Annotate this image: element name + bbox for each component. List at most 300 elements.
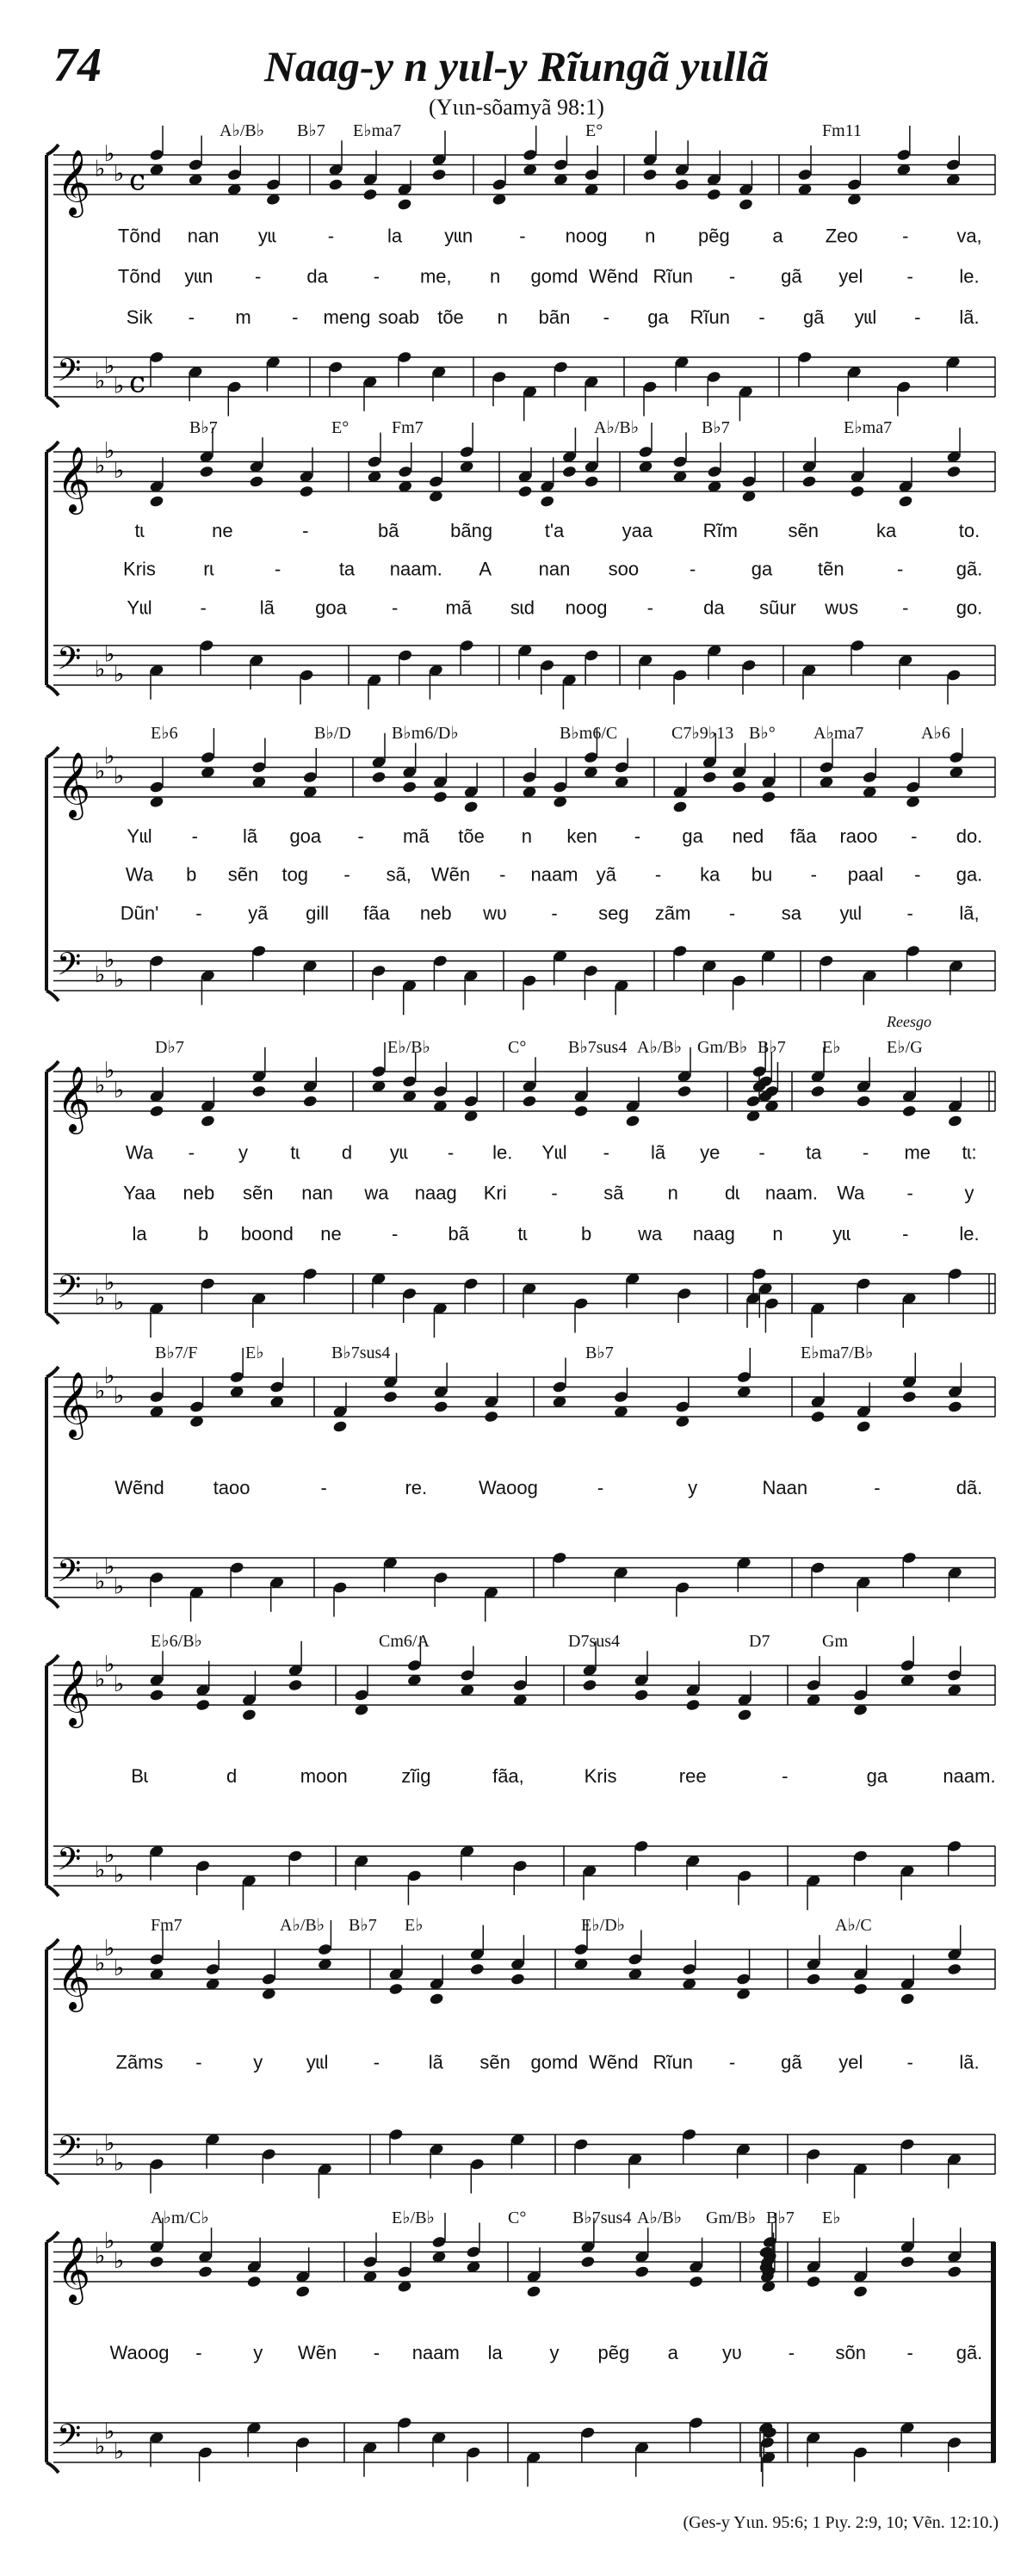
lyric-syllable: Yɩɩl [127, 596, 152, 619]
lyric-syllable: - [862, 1141, 869, 1164]
lyric-syllable: yɩɩl [839, 902, 863, 924]
treble-note [634, 1689, 649, 1702]
treble-note [737, 1708, 752, 1721]
key-flat-icon: ♭ [104, 1058, 115, 1084]
lyric-syllable: - [810, 863, 817, 886]
lyric-syllable: Rĩun [690, 306, 730, 328]
chord-symbol: B♭7sus4 [572, 2208, 632, 2227]
lyric-syllable: naag [414, 1182, 457, 1204]
treble-note [510, 1973, 525, 1986]
lyric-syllable: la [132, 1222, 147, 1245]
key-flat-icon: ♭ [95, 2243, 106, 2270]
treble-note [388, 1982, 404, 1995]
lyric-syllable: Zeo [825, 225, 858, 247]
treble-note [295, 2285, 311, 2298]
lyric-syllable: - [551, 1182, 558, 1204]
key-flat-icon: ♭ [95, 1378, 106, 1405]
lyric-syllable: Wẽnd [114, 1477, 164, 1498]
lyric-syllable: sẽn [242, 1182, 274, 1204]
lyric-syllable: n [645, 225, 656, 247]
chord-symbol: E♭ [245, 1344, 264, 1362]
treble-clef-icon: 𝄞 [57, 1943, 91, 2010]
lyric-syllable: lã [428, 2051, 443, 2073]
lyric-syllable: - [373, 2342, 380, 2363]
lyric-syllable: ne [212, 519, 233, 541]
treble-note [383, 1390, 399, 1403]
lyric-syllable: - [195, 2051, 202, 2073]
chord-symbol: E♭6 [151, 724, 178, 743]
chord-symbol: A♭/B♭ [220, 121, 265, 140]
lyric-syllable: - [255, 265, 262, 287]
bass-clef-icon: 𝄢 [57, 352, 82, 397]
treble-note [463, 800, 479, 813]
lyric-syllable: n [490, 265, 501, 287]
treble-note [732, 781, 747, 794]
chord-symbol: D7sus4 [568, 1632, 621, 1651]
treble-note [299, 485, 314, 497]
lyric-syllable: - [195, 902, 202, 924]
lyric-syllable: goa [289, 825, 322, 847]
treble-note [402, 781, 418, 794]
key-flat-icon: ♭ [114, 1573, 125, 1600]
lyric-syllable: - [391, 1222, 399, 1245]
chord-symbol: Gm/B♭ [706, 2208, 757, 2227]
chord-symbol: E° [331, 418, 349, 437]
chord-symbol: B♭7 [349, 1916, 377, 1935]
bass-clef-icon: 𝄢 [57, 946, 82, 991]
treble-note [561, 465, 577, 478]
hymn-subtitle: (Yɩɩn-sõamyã 98:1) [429, 95, 604, 120]
lyric-syllable: le. [959, 1222, 980, 1245]
lyric-syllable: - [597, 1477, 604, 1498]
lyric-syllable: ga [866, 1765, 888, 1787]
lyric-syllable: Yaa [123, 1182, 156, 1204]
lyric-syllable: ga. [956, 863, 983, 886]
chord-symbol: E♭ma7 [353, 121, 402, 140]
key-flat-icon: ♭ [114, 1955, 125, 1981]
lyric-syllable: yã [596, 863, 616, 886]
chord-symbol: B♭7/F [155, 1344, 198, 1362]
key-flat-icon: ♭ [104, 141, 115, 167]
lyric-syllable: bã [377, 519, 399, 541]
lyric-syllable: naam. [764, 1182, 819, 1204]
lyric-syllable: sẽn [788, 519, 819, 541]
lyric-syllable: Waoog [478, 1477, 538, 1498]
bass-clef-icon: 𝄢 [57, 1841, 82, 1886]
lyric-syllable: noog [565, 596, 608, 619]
key-flat-icon: ♭ [114, 763, 125, 789]
lyric-syllable: - [902, 225, 909, 247]
lyric-syllable: Wẽn [430, 863, 471, 886]
key-flat-icon: ♭ [114, 458, 125, 484]
treble-note [685, 1698, 701, 1711]
lyric-syllable: tɩ [290, 1141, 300, 1164]
lyric-syllable: soab [378, 306, 420, 328]
chord-symbol: C° [508, 2208, 527, 2227]
lyric-syllable: n [772, 1222, 783, 1245]
lyric-syllable: tɩ: [962, 1141, 977, 1164]
treble-note [580, 2255, 596, 2268]
lyric-syllable: sã [603, 1182, 624, 1204]
key-flat-icon: ♭ [95, 758, 106, 785]
lyric-syllable: y [253, 2342, 263, 2363]
lyric-syllable: wʋs [825, 596, 859, 619]
lyric-syllable: bãng [450, 519, 493, 541]
lyric-syllable: nan [187, 225, 220, 247]
lyric-syllable: - [788, 2342, 795, 2363]
lyric-syllable: a [772, 225, 783, 247]
lyric-syllable: y [964, 1182, 974, 1204]
treble-note [433, 1400, 448, 1413]
treble-note [573, 1104, 589, 1117]
treble-note [432, 790, 448, 803]
treble-note [582, 1678, 597, 1691]
lyric-syllable: - [906, 2342, 913, 2363]
lyric-syllable: - [914, 306, 921, 328]
lyric-syllable: - [191, 825, 198, 847]
chord-symbol: C7♭9♭13 [671, 724, 734, 743]
key-flat-icon: ♭ [95, 656, 106, 683]
lyric-syllable: va, [956, 225, 982, 247]
treble-note [517, 485, 533, 497]
hymn-number: 74 [53, 39, 102, 92]
lyric-syllable: n [497, 306, 508, 328]
lyric-syllable: wʋ [483, 902, 508, 924]
lyric-syllable: pẽg [597, 2342, 630, 2363]
key-flat-icon: ♭ [114, 1289, 125, 1316]
treble-clef-icon: 𝄞 [57, 2236, 91, 2302]
lyric-syllable: m [235, 306, 251, 328]
lyric-syllable: - [897, 558, 904, 580]
lyric-syllable: - [195, 2342, 202, 2363]
lyric-syllable: - [327, 225, 335, 247]
chord-symbol: E♭ [822, 1038, 841, 1057]
key-flat-icon: ♭ [95, 2145, 106, 2171]
key-flat-icon: ♭ [114, 1671, 125, 1697]
lyric-syllable: le. [492, 1141, 513, 1164]
chord-symbol: B♭° [749, 724, 776, 743]
lyric-syllable: la [387, 225, 403, 247]
lyric-syllable: Rĩun [653, 2051, 693, 2073]
key-flat-icon: ♭ [104, 353, 115, 380]
key-flat-icon: ♭ [104, 1652, 115, 1677]
treble-note [540, 495, 555, 508]
lyric-syllable: me [904, 1141, 931, 1164]
lyric-syllable: do. [956, 825, 983, 847]
treble-clef-icon: 𝄞 [57, 1371, 91, 1437]
lyric-syllable: tõe [458, 825, 485, 847]
lyric-syllable: Wa [125, 863, 154, 886]
lyric-syllable: lã, [959, 902, 980, 924]
key-flat-icon: ♭ [104, 641, 115, 668]
lyric-syllable: Yɩɩl [541, 1141, 567, 1164]
hymn-title: Naag-y n yɩɩl-y Rĩungã yɩɩllã [263, 42, 770, 90]
bass-clef-icon: 𝄢 [57, 2418, 82, 2462]
treble-note [397, 198, 412, 211]
lyric-syllable: yʋ [722, 2342, 743, 2363]
lyric-syllable: - [902, 1222, 909, 1245]
treble-note [806, 2275, 821, 2288]
treble-note [801, 475, 817, 488]
lyric-syllable: Bɩ [131, 1765, 148, 1787]
chord-symbol: A♭/B♭ [637, 1038, 683, 1057]
treble-note [526, 2285, 541, 2298]
lyric-syllable: pẽg [698, 225, 730, 247]
treble-note [898, 495, 913, 508]
chord-symbol: B♭7 [702, 418, 730, 437]
lyric-syllable: b [198, 1222, 209, 1245]
lyric-syllable: y [688, 1477, 698, 1498]
lyric-syllable: yɩɩ [257, 225, 276, 247]
lyric-syllable: tɩ [517, 1222, 528, 1245]
lyric-syllable: Wa [125, 1141, 154, 1164]
treble-note [149, 1104, 164, 1117]
treble-note [856, 1095, 871, 1108]
lyric-syllable: ta [338, 558, 356, 580]
tempo-marking: Reesgo [887, 1013, 931, 1030]
lyric-syllable: - [906, 265, 913, 287]
treble-note [362, 188, 378, 201]
lyric-syllable: ga [647, 306, 669, 328]
lyric-syllable: Wẽnd [589, 2051, 639, 2073]
treble-note [332, 1420, 348, 1433]
lyric-syllable: Wẽn [297, 2342, 337, 2363]
lyric-syllable: re. [405, 1477, 428, 1498]
lyric-syllable: lã [259, 596, 275, 619]
lyric-syllable: lã. [959, 2051, 980, 2073]
treble-note [850, 485, 865, 497]
treble-note [706, 188, 721, 201]
key-flat-icon: ♭ [104, 438, 115, 464]
treble-note [246, 2275, 262, 2288]
lyric-syllable: gã [803, 306, 825, 328]
lyric-syllable: gã. [956, 2342, 983, 2363]
treble-clef-icon: 𝄞 [57, 751, 91, 818]
key-flat-icon: ♭ [95, 453, 106, 479]
lyric-syllable: ga [682, 825, 703, 847]
lyric-syllable: neb [419, 902, 452, 924]
key-flat-icon: ♭ [104, 744, 115, 769]
lyric-syllable: - [902, 596, 909, 619]
lyric-syllable: tɩ [134, 519, 145, 541]
lyric-syllable: - [728, 902, 736, 924]
lyric-syllable: naam [530, 863, 578, 886]
lyric-syllable: yɩɩl [854, 306, 877, 328]
lyric-syllable: y [253, 2051, 263, 2073]
lyric-syllable: fãa [789, 825, 817, 847]
lyric-syllable: Sik [126, 306, 153, 328]
chord-symbol: A♭/B♭ [594, 418, 640, 437]
lyric-syllable: y [549, 2342, 560, 2363]
treble-note [149, 495, 164, 508]
chord-symbol: E♭6/B♭ [151, 1632, 202, 1651]
key-flat-icon: ♭ [95, 1856, 106, 1883]
lyric-syllable: Rĩun [653, 265, 693, 287]
lyric-syllable: tog [281, 863, 309, 886]
lyric-syllable: - [782, 1765, 789, 1787]
key-flat-icon: ♭ [95, 368, 106, 394]
lyric-syllable: yã [248, 902, 269, 924]
lyric-syllable: tẽn [818, 558, 844, 580]
key-flat-icon: ♭ [114, 661, 125, 688]
lyric-syllable: Kris [584, 1765, 617, 1787]
chord-symbol: B♭7 [585, 1344, 614, 1362]
lyric-syllable: ne [320, 1222, 342, 1245]
treble-note [738, 198, 753, 211]
lyric-syllable: b [186, 863, 197, 886]
key-flat-icon: ♭ [95, 1666, 106, 1693]
chord-symbol: E♭/D♭ [581, 1916, 626, 1935]
bass-clef-icon: 𝄢 [57, 1269, 82, 1313]
key-flat-icon: ♭ [104, 1269, 115, 1296]
lyric-syllable: A [479, 558, 492, 580]
treble-note [241, 1708, 257, 1721]
lyric-syllable: Wẽnd [589, 265, 639, 287]
treble-note [149, 1689, 164, 1702]
lyric-syllable: soo [608, 558, 640, 580]
lyric-syllable: yɩɩ [389, 1141, 408, 1164]
chord-symbol: Fm11 [822, 121, 862, 140]
lyric-syllable: nan [538, 558, 571, 580]
lyric-syllable: y [238, 1141, 248, 1164]
lyric-syllable: seg [598, 902, 629, 924]
key-flat-icon: ♭ [95, 1950, 106, 1977]
key-flat-icon: ♭ [95, 2433, 106, 2460]
chord-symbol: Gm/B♭ [697, 1038, 748, 1057]
chord-symbol: A♭/B♭ [637, 2208, 683, 2227]
chord-symbol: E♭/B♭ [392, 2208, 435, 2227]
lyric-syllable: - [906, 2051, 913, 2073]
treble-note [642, 168, 658, 181]
lyric-syllable: dɩ [725, 1182, 740, 1204]
key-flat-icon: ♭ [114, 1078, 125, 1103]
treble-note [469, 1962, 485, 1975]
lyric-syllable: - [634, 825, 641, 847]
lyric-syllable: - [874, 1477, 881, 1498]
chord-symbol: A♭/C [835, 1916, 872, 1935]
lyric-syllable: ye [700, 1141, 721, 1164]
treble-note [761, 790, 776, 803]
chord-symbol: E♭/G [887, 1038, 923, 1057]
key-flat-icon: ♭ [114, 2438, 125, 2465]
lyric-syllable: Kris [123, 558, 156, 580]
lyric-syllable: - [357, 825, 364, 847]
chord-symbol: E♭/B♭ [387, 1038, 430, 1057]
lyric-syllable: da [703, 596, 725, 619]
key-flat-icon: ♭ [114, 2150, 125, 2177]
lyric-syllable: bã [448, 1222, 470, 1245]
treble-clef-icon: 𝄞 [57, 446, 91, 512]
lyric-syllable: - [758, 1141, 765, 1164]
treble-note [625, 1115, 640, 1127]
lyric-syllable: ned [732, 825, 764, 847]
lyric-syllable: gomd [530, 265, 578, 287]
lyric-syllable: gomd [530, 2051, 578, 2073]
lyric-syllable: to. [958, 519, 980, 541]
lyric-syllable: Tõnd [117, 225, 162, 247]
lyric-syllable: Waoog [109, 2342, 170, 2363]
lyric-syllable: dã. [956, 1477, 983, 1498]
chord-symbol: Fm7 [151, 1916, 182, 1935]
lyric-syllable: t'a [544, 519, 565, 541]
lyric-syllable: boond [240, 1222, 294, 1245]
key-flat-icon: ♭ [104, 1363, 115, 1389]
chord-symbol: D♭7 [155, 1038, 184, 1057]
lyric-syllable: wa [638, 1222, 663, 1245]
treble-note [901, 1390, 917, 1403]
lyric-syllable: neb [182, 1182, 215, 1204]
lyric-syllable: - [728, 2051, 736, 2073]
lyric-syllable: - [188, 1141, 195, 1164]
lyric-syllable: - [728, 265, 736, 287]
lyric-syllable: zĩig [401, 1765, 431, 1787]
treble-note [947, 2265, 962, 2278]
treble-note [288, 1678, 303, 1691]
chord-symbol: A♭m/C♭ [151, 2208, 209, 2227]
lyric-syllable: - [911, 825, 918, 847]
key-flat-icon: ♭ [104, 2228, 115, 2254]
lyric-syllable: meng [323, 306, 371, 328]
lyric-syllable: - [603, 1141, 609, 1164]
lyric-syllable: paal [847, 863, 884, 886]
treble-note [900, 1992, 915, 2005]
chord-symbol: E♭ma7 [844, 418, 893, 437]
key-flat-icon: ♭ [114, 1862, 125, 1888]
treble-note [302, 1095, 318, 1108]
lyric-syllable: - [646, 596, 653, 619]
chord-symbol: B♭7sus4 [331, 1344, 391, 1362]
lyric-syllable: yɩɩn [184, 265, 213, 287]
lyric-syllable: yel [838, 2051, 863, 2073]
treble-note [806, 1973, 821, 1986]
treble-note [947, 1115, 962, 1127]
lyric-syllable: naag [692, 1222, 735, 1245]
chord-symbol: B♭7 [297, 121, 325, 140]
lyric-syllable: sɩd [510, 596, 535, 619]
lyric-syllable: a [667, 2342, 678, 2363]
treble-note [199, 465, 214, 478]
lyric-syllable: Dũn' [120, 902, 159, 924]
lyric-syllable: lã [242, 825, 258, 847]
chord-symbol: Gm [822, 1632, 848, 1651]
lyric-syllable: Naan [762, 1477, 808, 1498]
treble-note [195, 1698, 211, 1711]
treble-note [853, 2285, 869, 2298]
treble-note [947, 1962, 962, 1975]
treble-note [149, 2255, 164, 2268]
key-flat-icon: ♭ [104, 2418, 115, 2445]
treble-note [677, 1084, 692, 1097]
lyric-syllable: le. [959, 265, 980, 287]
treble-note [484, 1410, 499, 1423]
key-flat-icon: ♭ [114, 967, 125, 993]
chord-symbol: A♭ma7 [813, 724, 864, 743]
lyric-syllable: - [302, 519, 309, 541]
lyric-syllable: - [499, 863, 506, 886]
lyric-syllable: - [320, 1477, 327, 1498]
treble-note [200, 1115, 215, 1127]
key-flat-icon: ♭ [95, 1072, 106, 1099]
lyric-syllable: ka [875, 519, 897, 541]
chord-symbol: C° [508, 1038, 527, 1057]
lyric-syllable: lã [650, 1141, 666, 1164]
lyric-syllable: mã [445, 596, 473, 619]
lyric-syllable: - [603, 306, 609, 328]
lyric-syllable: sa [781, 902, 802, 924]
lyric-syllable: - [690, 558, 696, 580]
treble-clef-icon: 𝄞 [57, 149, 91, 215]
lyric-syllable: bãn [538, 306, 571, 328]
